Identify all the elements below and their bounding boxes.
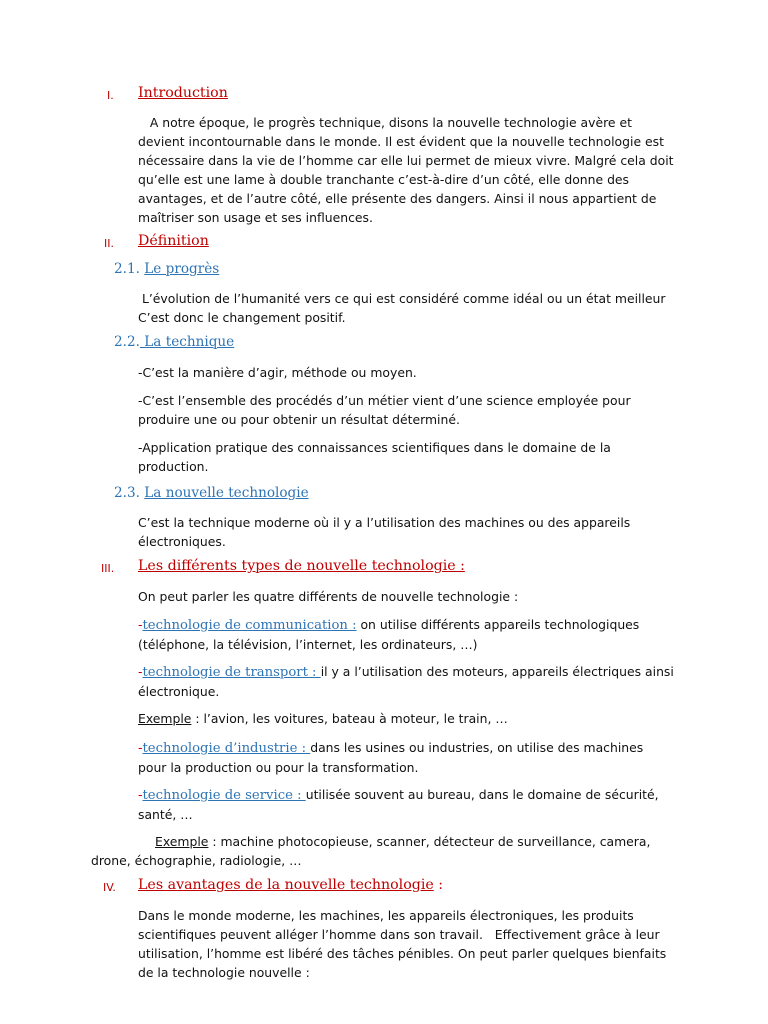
paragraph-line: -C’est la manière d’agir, méthode ou moyen. bbox=[138, 365, 417, 380]
section-title-suffix: : bbox=[433, 877, 444, 893]
section-number: II. bbox=[104, 237, 114, 250]
exemple-label: Exemple bbox=[138, 711, 192, 726]
type-communication bbox=[138, 615, 678, 654]
paragraph-line: drone, échographie, radiologie, … bbox=[91, 853, 302, 868]
type-description: il y a l’utilisation des moteurs, appareils électriques ainsi bbox=[320, 664, 674, 679]
paragraph-line: Dans le monde moderne, les machines, les appareils électroniques, les produits bbox=[138, 908, 634, 923]
type-industrie bbox=[138, 738, 678, 777]
paragraph-line: A notre époque, le progrès technique, disons la nouvelle technologie avère et bbox=[138, 115, 632, 130]
paragraph-line: pour la production ou pour la transformation. bbox=[138, 760, 419, 775]
type-description: dans les usines ou industries, on utilise des machines bbox=[310, 740, 644, 755]
exemple-service bbox=[155, 832, 650, 851]
paragraph-line: avantages, et de l’autre côté, elle présente des dangers. Ainsi il nous appartient de bbox=[138, 191, 657, 206]
subsection-heading-nouvelle bbox=[114, 484, 309, 503]
type-description: on utilise différents appareils technologiques bbox=[356, 617, 640, 632]
type-label: technologie de communication : bbox=[142, 618, 357, 633]
subsection-heading-technique bbox=[114, 333, 234, 352]
dash: - bbox=[138, 617, 143, 632]
paragraph-line: production. bbox=[138, 459, 209, 474]
paragraph-line: de la technologie nouvelle : bbox=[138, 965, 310, 980]
exemple-transport bbox=[138, 709, 678, 728]
exemple-text: : machine photocopieuse, scanner, détecteur de surveillance, camera, bbox=[208, 834, 651, 849]
paragraph-line: produire une ou pour obtenir un résultat déterminé. bbox=[138, 412, 460, 427]
subsection-heading-progres bbox=[114, 260, 219, 279]
type-service bbox=[138, 785, 678, 824]
section-number: IV. bbox=[103, 881, 116, 894]
section-title-definition: Définition bbox=[138, 233, 209, 249]
paragraph-line: utilisation, l’homme est libéré des tâches pénibles. On peut parler quelques bienfaits bbox=[138, 946, 667, 961]
type-label: technologie d’industrie : bbox=[142, 741, 311, 756]
type-description: utilisée souvent au bureau, dans le domaine de sécurité, bbox=[305, 787, 659, 802]
exemple-text: : l’avion, les voitures, bateau à moteur, le train, … bbox=[191, 711, 508, 726]
section-title-avantages bbox=[138, 876, 443, 895]
type-label: technologie de transport : bbox=[142, 665, 321, 680]
paragraph-line: (téléphone, la télévision, l’internet, les ordinateurs, …) bbox=[138, 637, 478, 652]
section-number: I. bbox=[107, 89, 114, 102]
subsection-title: La nouvelle technologie bbox=[144, 485, 309, 501]
type-transport bbox=[138, 662, 678, 701]
progres-paragraph bbox=[138, 289, 678, 327]
subsection-title: Le progrès bbox=[144, 261, 220, 277]
paragraph-line: L’évolution de l’humanité vers ce qui est considéré comme idéal ou un état meilleur bbox=[138, 291, 666, 306]
paragraph-line: qu’elle est une lame à double tranchante c’est-à-dire d’un côté, elle donne des bbox=[138, 172, 630, 187]
dash: - bbox=[138, 787, 143, 802]
paragraph-line: électroniques. bbox=[138, 534, 226, 549]
dash: - bbox=[138, 740, 143, 755]
types-intro: On peut parler les quatre différents de nouvelle technologie : bbox=[138, 589, 519, 604]
paragraph-line: santé, … bbox=[138, 807, 193, 822]
paragraph-line: C’est la technique moderne où il y a l’utilisation des machines ou des appareils bbox=[138, 515, 631, 530]
paragraph-line: électronique. bbox=[138, 684, 220, 699]
subsection-number: 2.1. bbox=[114, 261, 140, 277]
section-title-text: Les avantages de la nouvelle technologie bbox=[138, 877, 434, 893]
avantages-paragraph bbox=[138, 906, 678, 982]
subsection-title: La technique bbox=[139, 334, 235, 350]
type-label: technologie de service : bbox=[142, 788, 306, 803]
dash: - bbox=[138, 664, 143, 679]
nouvelle-paragraph bbox=[138, 513, 678, 551]
exemple-label: Exemple bbox=[155, 834, 209, 849]
paragraph-line: nécessaire dans la vie de l’homme car elle lui permet de mieux vivre. Malgré cela doit bbox=[138, 153, 674, 168]
paragraph-line: devient incontournable dans le monde. Il est évident que la nouvelle technologie est bbox=[138, 134, 664, 149]
subsection-number: 2.2. bbox=[114, 334, 140, 350]
intro-paragraph bbox=[138, 113, 678, 227]
paragraph-line: -Application pratique des connaissances scientifiques dans le domaine de la bbox=[138, 440, 611, 455]
section-number: III. bbox=[101, 562, 115, 575]
paragraph-line: C’est donc le changement positif. bbox=[138, 310, 346, 325]
section-title-types: Les différents types de nouvelle technologie : bbox=[138, 558, 465, 574]
technique-paragraph bbox=[138, 363, 678, 476]
subsection-number: 2.3. bbox=[114, 485, 140, 501]
paragraph-line: maîtriser son usage et ses influences. bbox=[138, 210, 373, 225]
section-title-introduction: Introduction bbox=[138, 85, 228, 101]
paragraph-line: scientifiques peuvent alléger l’homme dans son travail. Effectivement grâce à leur bbox=[138, 927, 660, 942]
paragraph-line: -C’est l’ensemble des procédés d’un métier vient d’une science employée pour bbox=[138, 393, 631, 408]
